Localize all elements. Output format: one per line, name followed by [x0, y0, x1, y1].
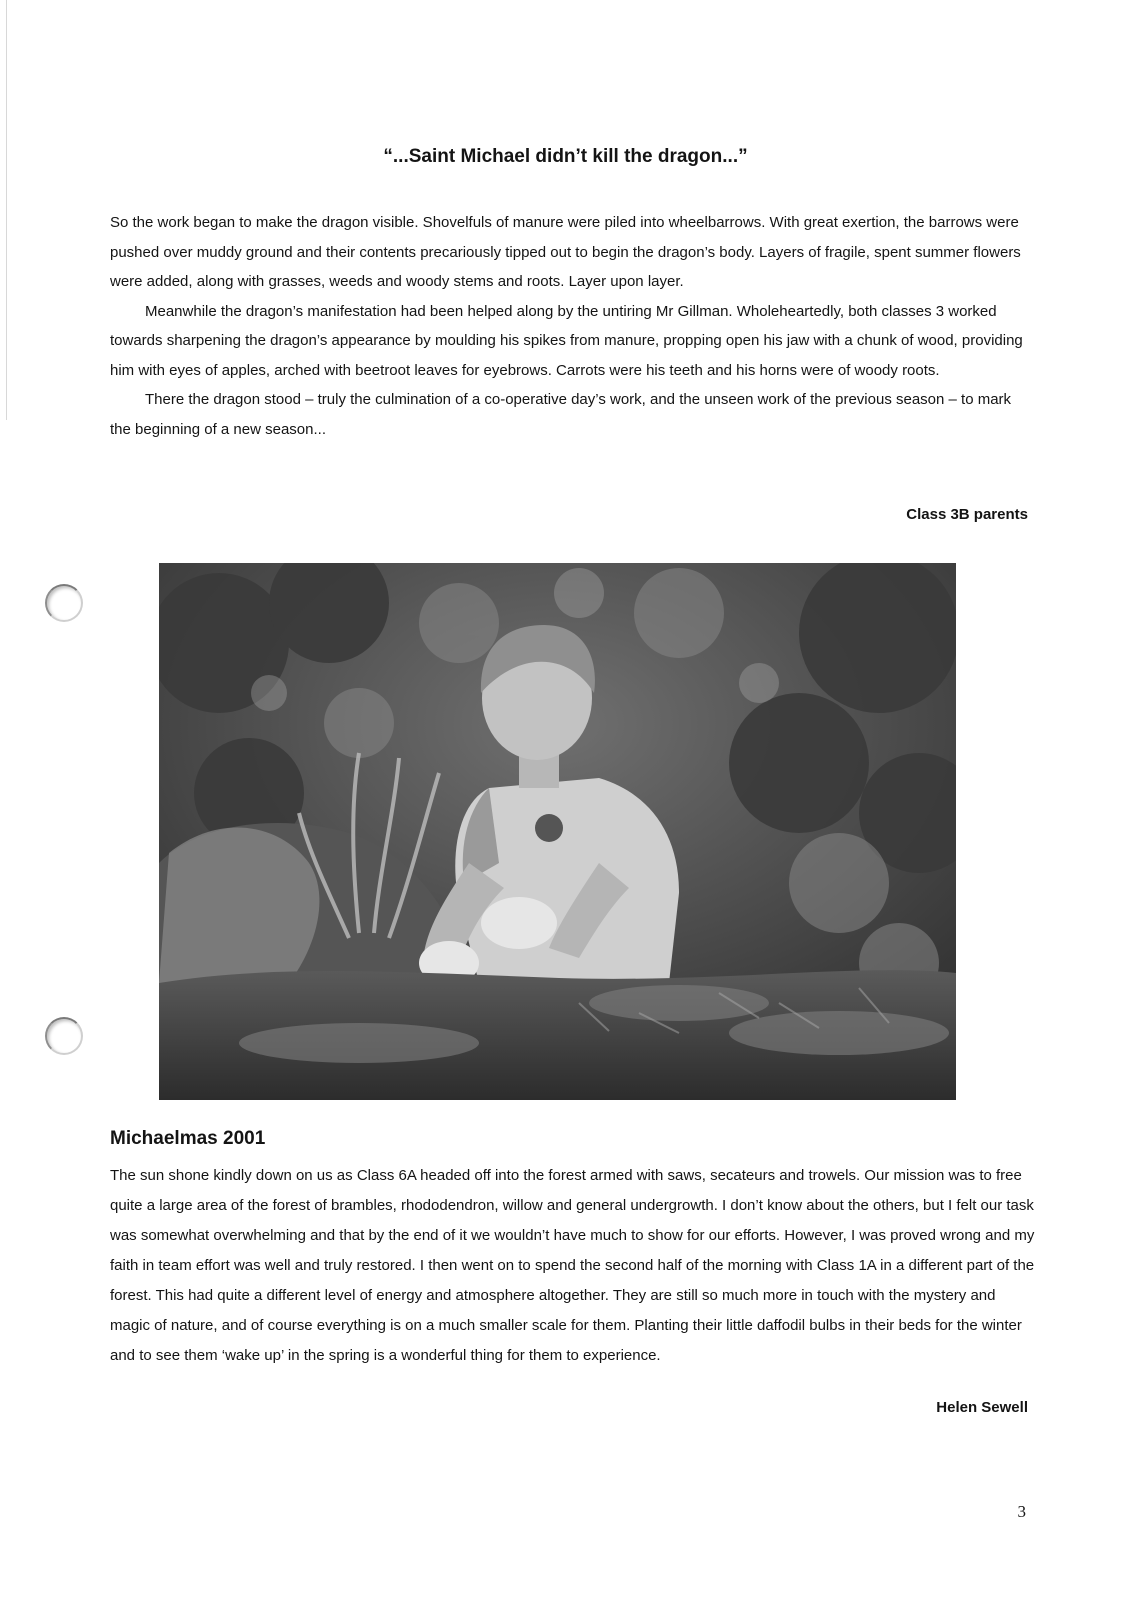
photo-child-gardening — [159, 563, 956, 1100]
article-title: “...Saint Michael didn’t kill the dragon...” — [383, 146, 748, 167]
photo-icon — [159, 563, 956, 1100]
page-number: 3 — [1017, 1502, 1026, 1521]
section-heading-michaelmas: Michaelmas 2001 — [110, 1128, 266, 1149]
punch-hole-bottom — [45, 1017, 83, 1055]
article-paragraph-1: So the work began to make the dragon visible. Shovelfuls of manure were piled into wheelbarrows. With great exertion, the barrows were pushed over muddy ground and their contents precariously tipped out to begin the dragon’s body. Layers of fragile, spent summer flowers were added, along with grasses, weeds and woody stems and roots. Layer upon layer. — [110, 214, 1021, 290]
signature-helen-sewell: Helen Sewell — [936, 1399, 1028, 1416]
article-dragon — [110, 208, 1030, 444]
signature-class-3b: Class 3B parents — [906, 506, 1028, 523]
punch-hole-top — [45, 584, 83, 622]
article-paragraph-2: Meanwhile the dragon’s manifestation had been helped along by the untiring Mr Gillman. Wholeheartedly, both classes 3 worked towards sharpening the dragon’s appearance by moulding his spikes from manure, propping open his jaw with a chunk of wood, providing him with eyes of apples, arched with beetroot leaves for eyebrows. Carrots were his teeth and his horns were of woody roots. — [110, 302, 1023, 379]
article-paragraph-3: There the dragon stood – truly the culmination of a co-operative day’s work, and the unseen work of the previous season – to mark the beginning of a new season... — [110, 391, 1012, 438]
article-paragraph-michaelmas: The sun shone kindly down on us as Class 6A headed off into the forest armed with saws, secateurs and trowels. Our mission was to free quite a large area of the forest of brambles, rhododendron, willow and general undergrowth. I don’t know about the others, but I felt our task was somewhat overwhelming and that by the end of it we wouldn’t have much to show for our efforts. However, I was proved wrong and my faith in team effort was well and truly restored. I then went on to spend the second half of the morning with Class 1A in a different part of the forest. This had quite a different level of energy and atmosphere altogether. They are still so much more in touch with the mystery and magic of nature, and of course everything is on a much smaller scale for them. Planting their little daffodil bulbs in their beds for the winter and to see them ‘wake up’ in the spring is a wonderful thing for them to experience. — [110, 1167, 1035, 1364]
page-edge — [6, 0, 7, 420]
article-michaelmas — [110, 1161, 1035, 1371]
